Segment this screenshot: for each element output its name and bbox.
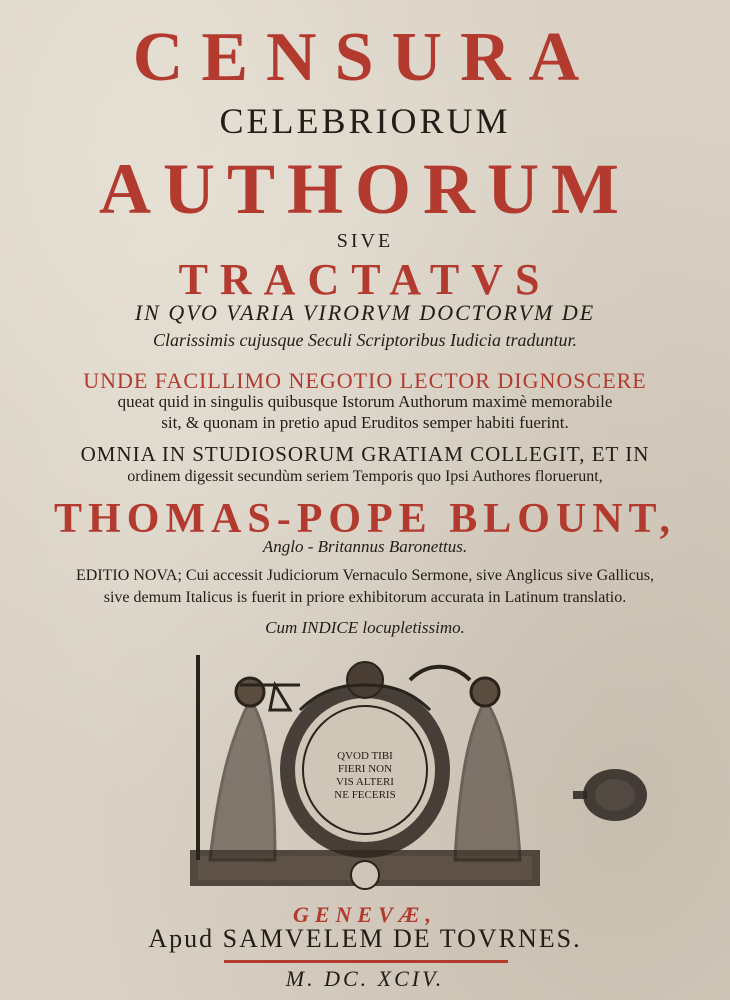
subtitle-ordinem: ordinem digessit secundùm seriem Temporis quo Ipsi Authores floruerunt, bbox=[127, 468, 603, 485]
motto-line: FIERI NON bbox=[337, 763, 393, 775]
title-authorum: AUTHORUM bbox=[99, 149, 631, 229]
motto-line: VIS ALTERI bbox=[336, 776, 394, 788]
imprint-printer: Apud SAMVELEM DE TOVRNES. bbox=[148, 924, 582, 953]
subtitle-sit: sit, & quonam in pretio apud Eruditos semper habiti fuerint. bbox=[161, 413, 569, 432]
title-censura: CENSURA bbox=[132, 19, 598, 96]
subtitle-queat: queat quid in singulis quibusque Istorum Authorum maximè memorabile bbox=[117, 392, 613, 411]
subtitle-omnia: OMNIA IN STUDIOSORUM GRATIAM COLLEGIT, ET IN bbox=[80, 442, 650, 466]
imprint-date: M. DC. XCIV. bbox=[285, 966, 445, 991]
motto-line: NE FECERIS bbox=[334, 789, 396, 801]
index-note: Cum INDICE locupletissimo. bbox=[265, 618, 465, 637]
edition-note: EDITIO NOVA; Cui accessit Judiciorum Vernaculo Sermone, sive Anglicus sive Gallicus, bbox=[76, 567, 654, 584]
subtitle-in-quo: IN QVO VARIA VIRORVM DOCTORVM DE bbox=[134, 300, 596, 325]
title-tractatus: TRACTATVS bbox=[178, 255, 552, 304]
subtitle-clarissimis: Clarissimis cujusque Seculi Scriptoribus Iudicia traduntur. bbox=[152, 330, 577, 350]
edition-note-cont: sive demum Italicus is fuerit in priore exhibitorum accurata in Latinum translatio. bbox=[103, 589, 627, 606]
imprint-rule bbox=[224, 960, 508, 963]
author-name: THOMAS-POPE BLOUNT, bbox=[54, 496, 676, 542]
library-stamp bbox=[570, 765, 650, 825]
imprint-place: GENEVÆ, bbox=[292, 902, 438, 927]
subtitle-unde: UNDE FACILLIMO NEGOTIO LECTOR DIGNOSCERE bbox=[83, 368, 647, 393]
title-celebriorum: CELEBRIORUM bbox=[219, 101, 511, 141]
motto-line: QVOD TIBI bbox=[337, 750, 393, 762]
title-sive: SIVE bbox=[336, 230, 394, 252]
author-title: Anglo - Britannus Baronettus. bbox=[262, 537, 468, 556]
device-motto bbox=[300, 750, 430, 802]
